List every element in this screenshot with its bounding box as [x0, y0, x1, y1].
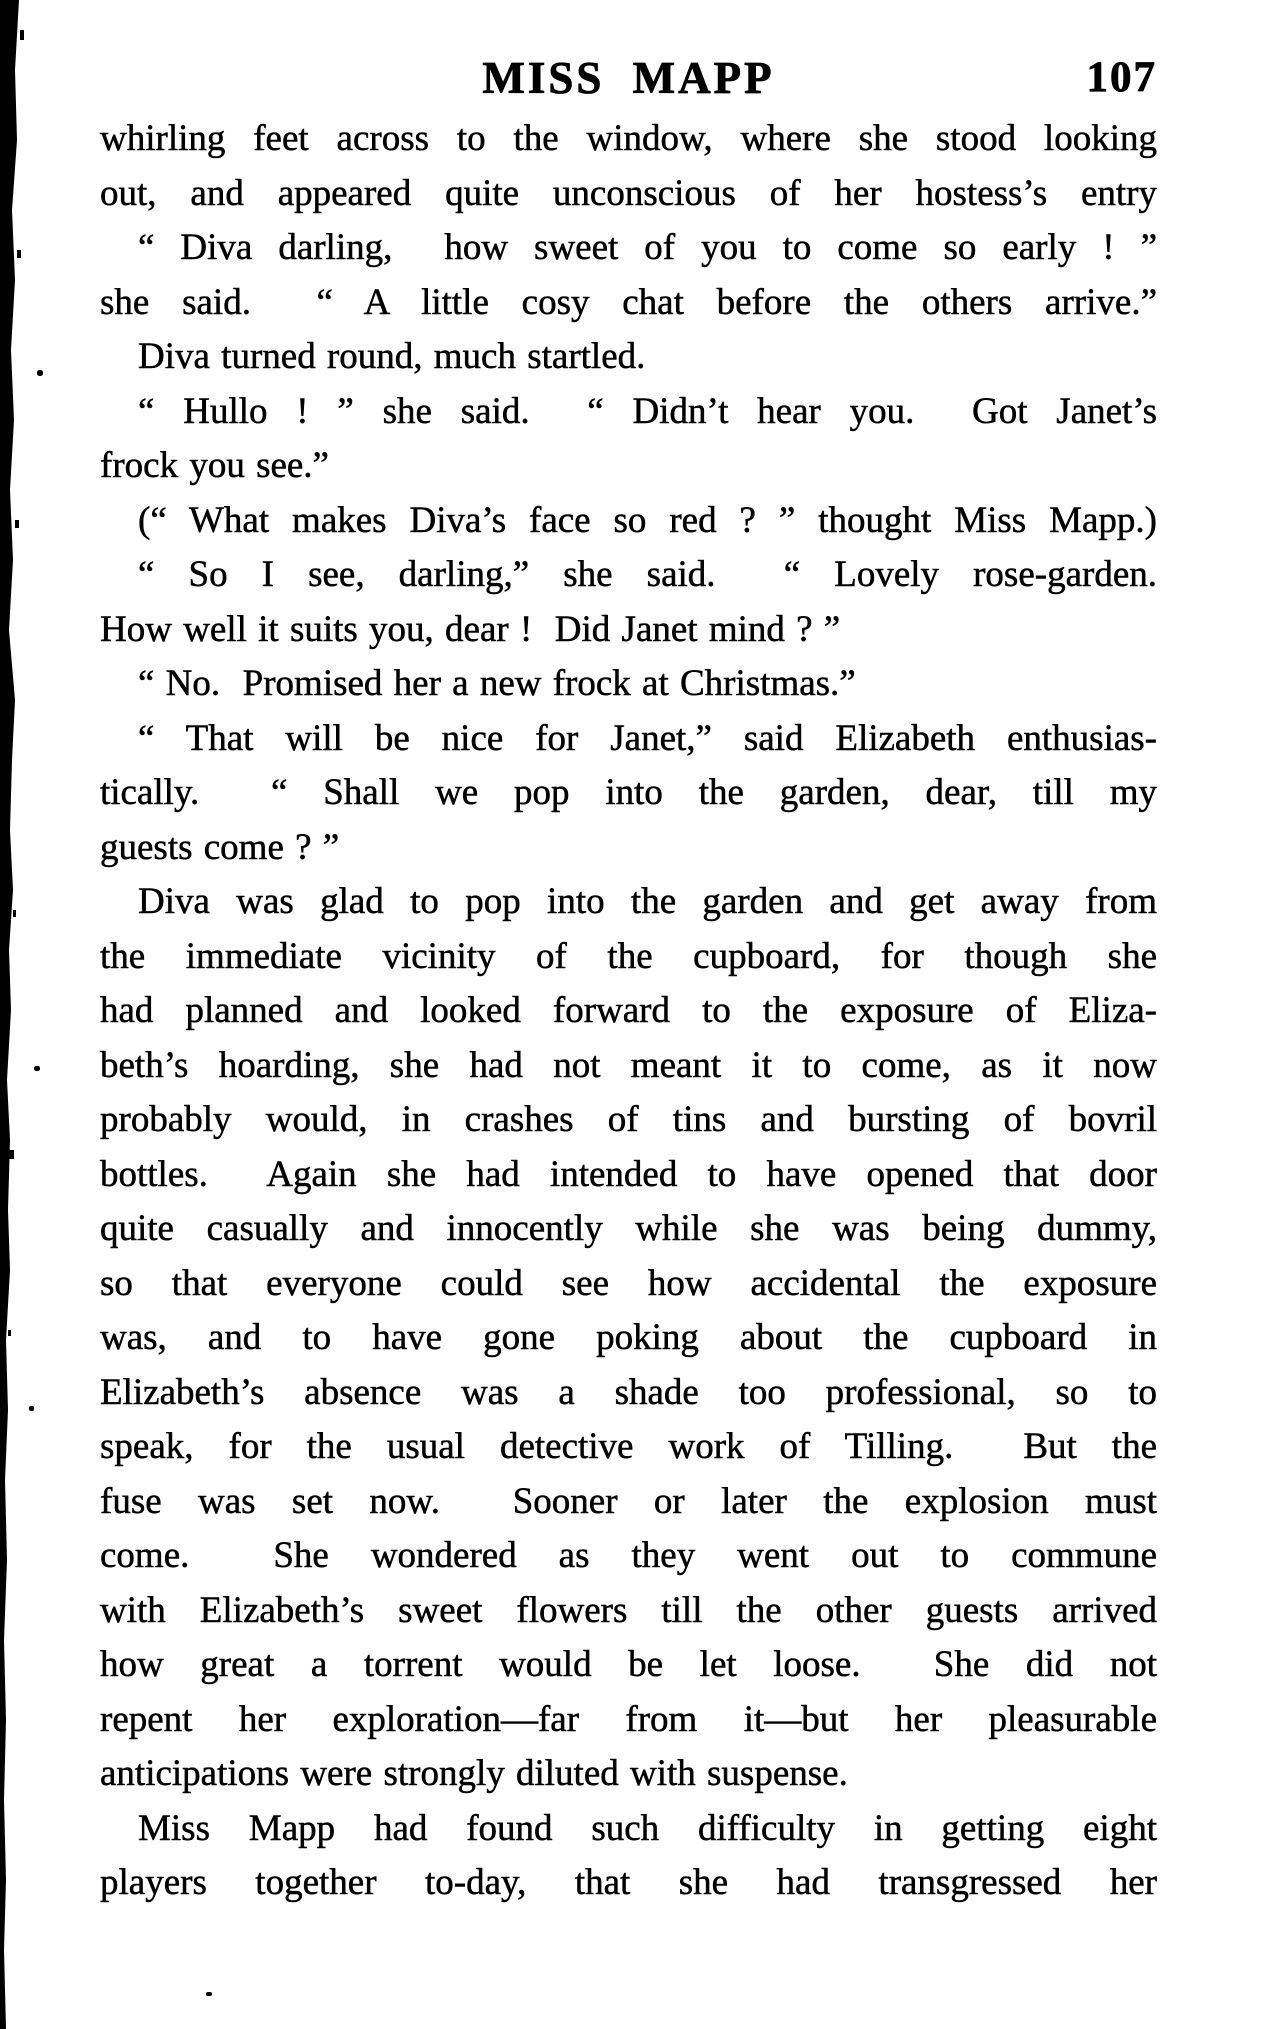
- text-line: with Elizabeth’s sweet flowers till the other guests arrived: [100, 1589, 1157, 1631]
- page-number: 107: [1086, 54, 1157, 101]
- text-line: frock you see.”: [100, 445, 329, 486]
- text-line: come. She wondered as they went out to commune: [100, 1535, 1157, 1576]
- text-line: repent her exploration—far from it—but her pleasurable: [100, 1698, 1157, 1740]
- scan-speck: [37, 370, 43, 376]
- text-line: anticipations were strongly diluted with suspense.: [100, 1753, 848, 1794]
- text-line: Miss Mapp had found such difficulty in getting eight: [138, 1807, 1157, 1849]
- scan-speck: [34, 1066, 40, 1071]
- text-line: players together to-day, that she had transgressed her: [100, 1862, 1157, 1903]
- text-line: guests come ? ”: [100, 826, 340, 868]
- text-line: how great a torrent would be let loose. She did not: [100, 1644, 1157, 1685]
- text-line: fuse was set now. Sooner or later the explosion must: [100, 1480, 1157, 1522]
- text-line: so that everyone could see how accidental the exposure: [100, 1262, 1157, 1304]
- running-header: [100, 52, 1157, 104]
- text-line: whirling feet across to the window, where she stood looking: [100, 118, 1157, 159]
- text-line: out, and appeared quite unconscious of her hostess’s entry: [100, 172, 1157, 214]
- text-line: Diva turned round, much startled.: [138, 336, 646, 377]
- scan-speck: [29, 1406, 34, 1411]
- text-line: “ Diva darling, how sweet of you to come so early ! ”: [138, 227, 1157, 268]
- text-block: [100, 112, 1157, 1911]
- text-line: bottles. Again she had intended to have opened that door: [100, 1153, 1157, 1195]
- text-line: had planned and looked forward to the exposure of Eliza-: [100, 990, 1157, 1031]
- text-line: was, and to have gone poking about the cupboard in: [100, 1317, 1157, 1358]
- text-line: Diva was glad to pop into the garden and get away from: [138, 881, 1157, 922]
- text-line: Elizabeth’s absence was a shade too professional, so to: [100, 1371, 1157, 1413]
- scan-binding-edge: [0, 0, 30, 2029]
- text-line: speak, for the usual detective work of Tilling. But the: [100, 1426, 1157, 1467]
- text-line: (“ What makes Diva’s face so red ? ” thought Miss Mapp.): [138, 499, 1157, 541]
- text-line: “ So I see, darling,” she said. “ Lovely rose-garden.: [138, 554, 1157, 595]
- text-line: quite casually and innocently while she was being dummy,: [100, 1208, 1157, 1249]
- text-line: probably would, in crashes of tins and bursting of bovril: [100, 1099, 1157, 1140]
- text-line: “ No. Promised her a new frock at Christmas.”: [138, 663, 856, 704]
- scan-speck: [206, 1992, 212, 1996]
- text-line: “ That will be nice for Janet,” said Elizabeth enthusias-: [138, 717, 1157, 759]
- running-header-title: MISS MAPP: [482, 53, 775, 103]
- text-line: How well it suits you, dear ! Did Janet mind ? ”: [100, 608, 841, 650]
- text-line: “ Hullo ! ” she said. “ Didn’t hear you. Got Janet’s: [138, 390, 1157, 432]
- text-line: she said. “ A little cosy chat before the others arrive.”: [100, 281, 1157, 323]
- text-line: the immediate vicinity of the cupboard, for though she: [100, 935, 1157, 977]
- text-line: tically. “ Shall we pop into the garden, dear, till my: [100, 772, 1157, 813]
- text-line: beth’s hoarding, she had not meant it to come, as it now: [100, 1044, 1157, 1086]
